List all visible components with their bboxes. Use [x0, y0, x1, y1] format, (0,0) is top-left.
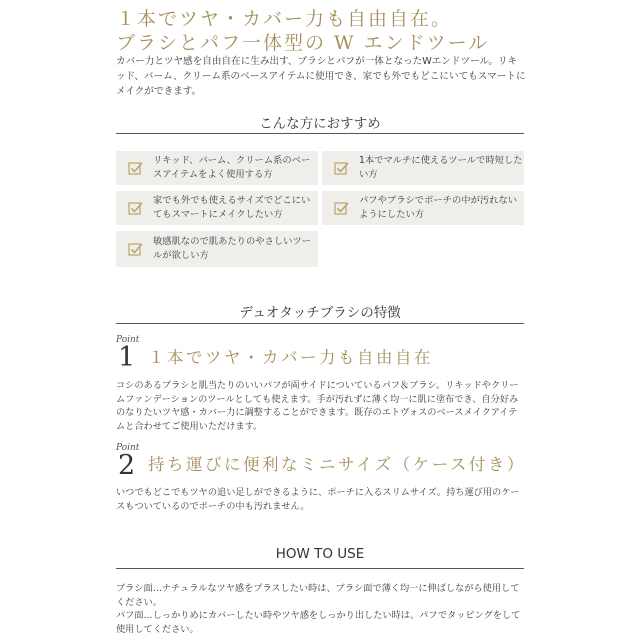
recommend-item [116, 151, 318, 185]
point-1-label: Point [116, 335, 140, 345]
recommend-item [322, 191, 524, 225]
point-1-body: コシのあるブラシと肌当たりのいいパフが両サイドについているパフ＆ブラシ。リキッドやクリームファンデーションのツールとしても使えます。手が汚れずに薄く均一に肌に塗布でき、自分好みのなりたいツヤ感・カバー力に調整することができます。既存のエトヴォスのベースメイクアイテムと合わせてご使用いただけます。 [116, 380, 519, 432]
checkbox-check-icon [128, 241, 144, 257]
hero-description: カバー力とツヤ感を自由自在に生み出す、ブラシとパフが一体となったWエンドツール。リキッド、バーム、クリーム系のベースアイテムに使用でき、家でも外でもどこにいてもスマートにメイクができます。 [116, 56, 526, 97]
checkbox-check-icon [128, 160, 144, 176]
recommend-title: こんな方におすすめ [259, 116, 381, 132]
features-title: デュオタッチブラシの特徴 [239, 305, 401, 321]
recommend-item-text: リキッド、バーム、クリーム系のベースアイテムをよく使用する方 [153, 155, 311, 180]
recommend-item [116, 231, 318, 267]
point-2-title: 持ち運びに便利なミニサイズ（ケース付き） [148, 455, 526, 474]
recommend-item-text: 敏感肌なので肌あたりのやさしいツールが欲しい方 [153, 236, 312, 261]
point-2-label: Point [116, 443, 140, 453]
checkbox-check-icon [334, 160, 350, 176]
how-to-use-puff: パフ面…しっかりめにカバーしたい時やツヤ感をしっかり出したい時は、パフでタッピングをして使用してください。 [116, 610, 521, 635]
recommend-item [322, 151, 524, 185]
how-to-use-divider [116, 568, 524, 569]
point-2-body: いつでもどこでもツヤの追い足しができるように、ポーチに入るスリムサイズ。持ち運び用のケースもついているのでポーチの中も汚れません。 [116, 487, 520, 512]
recommend-item [116, 191, 318, 225]
hero-title-line2: ブラシとパフ一体型の W エンドツール [116, 32, 490, 54]
recommend-divider [116, 133, 524, 134]
how-to-use-brush: ブラシ面…ナチュラルなツヤ感をプラスしたい時は、ブラシ面で薄く均一に伸ばしながら使用してください。 [116, 583, 520, 608]
recommend-item-text: パフやブラシでポーチの中が汚れないようにしたい方 [359, 195, 518, 220]
hero-title-line1: １本でツヤ・カバー力も自由自在。 [116, 8, 453, 30]
point-1-title: １本でツヤ・カバー力も自由自在 [148, 348, 433, 367]
checkbox-check-icon [334, 200, 350, 216]
checkbox-check-icon [128, 200, 144, 216]
how-to-use-title: HOW TO USE [275, 546, 365, 562]
features-divider [116, 323, 524, 324]
recommend-item-text: 1本でマルチに使えるツールで時短したい方 [359, 155, 523, 180]
point-2-number: 2 [118, 450, 136, 481]
point-1-number: 1 [118, 342, 136, 373]
recommend-item-text: 家でも外でも使えるサイズでどこにいてもスマートにメイクしたい方 [153, 195, 311, 220]
